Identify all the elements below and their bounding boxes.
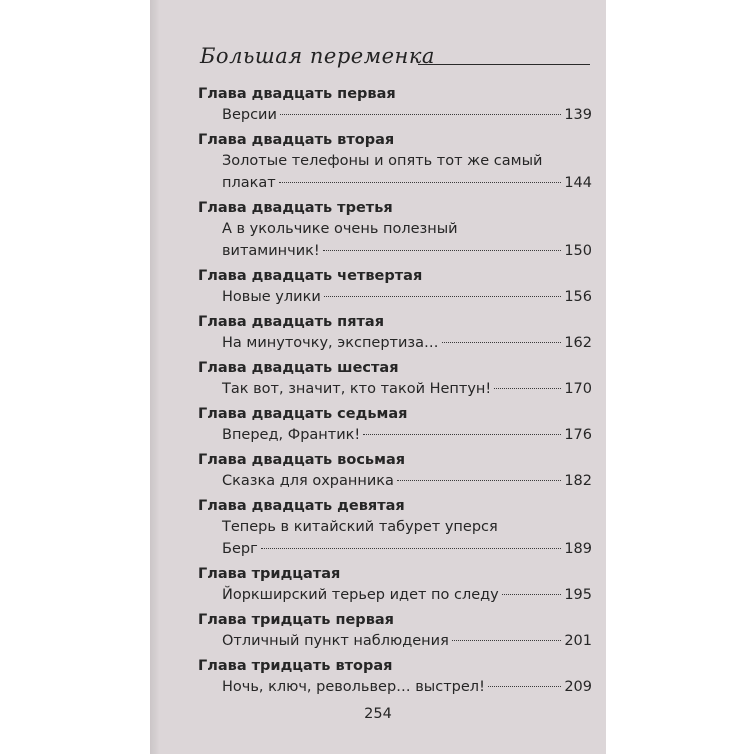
toc-entry <box>198 404 592 450</box>
chapter-subtitle: На минуточку, экспертиза… <box>222 335 439 351</box>
chapter-subtitle: плакат <box>222 175 276 191</box>
chapter-subtitle: Золотые телефоны и опять тот же самый <box>222 153 543 169</box>
chapter-page-number: 139 <box>564 107 592 123</box>
dot-leader <box>397 480 561 481</box>
toc-entry <box>198 266 592 312</box>
chapter-subtitle: витаминчик! <box>222 243 320 259</box>
toc-entry <box>198 656 592 702</box>
chapter-page-number: 162 <box>564 335 592 351</box>
chapter-page-number: 150 <box>564 243 592 259</box>
section-header <box>200 44 590 74</box>
chapter-heading: Глава тридцать первая <box>198 612 394 628</box>
dot-leader <box>324 296 562 297</box>
chapter-subtitle: Новые улики <box>222 289 321 305</box>
chapter-heading: Глава двадцать девятая <box>198 498 405 514</box>
chapter-page-number: 170 <box>564 381 592 397</box>
page-number: 254 <box>364 706 392 722</box>
chapter-subtitle-line <box>198 286 592 308</box>
chapter-subtitle-line <box>198 676 592 698</box>
dot-leader <box>488 686 561 687</box>
chapter-heading: Глава двадцать четвертая <box>198 268 423 284</box>
chapter-heading: Глава двадцать шестая <box>198 360 399 376</box>
dot-leader <box>452 640 562 641</box>
toc-entry <box>198 450 592 496</box>
chapter-page-number: 144 <box>564 175 592 191</box>
toc-entry <box>198 84 592 130</box>
table-of-contents <box>198 84 592 702</box>
chapter-subtitle-line <box>198 240 592 262</box>
chapter-subtitle: Отличный пункт наблюдения <box>222 633 449 649</box>
toc-entry <box>198 198 592 266</box>
chapter-subtitle-line <box>198 470 592 492</box>
chapter-page-number: 156 <box>564 289 592 305</box>
chapter-page-number: 182 <box>564 473 592 489</box>
chapter-subtitle: Ночь, ключ, револьвер… выстрел! <box>222 679 485 695</box>
section-title: Большая переменка <box>200 44 435 68</box>
chapter-subtitle: А в укольчике очень полезный <box>222 221 458 237</box>
chapter-heading: Глава двадцать первая <box>198 86 396 102</box>
dot-leader <box>502 594 562 595</box>
book-page <box>150 0 606 754</box>
chapter-heading: Глава двадцать седьмая <box>198 406 408 422</box>
chapter-heading: Глава тридцатая <box>198 566 341 582</box>
dot-leader <box>280 114 561 115</box>
toc-entry <box>198 312 592 358</box>
chapter-subtitle: Вперед, Франтик! <box>222 427 361 443</box>
chapter-subtitle-line <box>198 538 592 560</box>
chapter-heading: Глава двадцать третья <box>198 200 393 216</box>
chapter-subtitle-line <box>198 630 592 652</box>
chapter-heading: Глава тридцать вторая <box>198 658 393 674</box>
chapter-subtitle-line <box>198 424 592 446</box>
chapter-subtitle-line <box>198 516 592 538</box>
chapter-subtitle-line <box>198 218 592 240</box>
chapter-subtitle-line <box>198 172 592 194</box>
chapter-subtitle: Версии <box>222 107 277 123</box>
chapter-page-number: 176 <box>564 427 592 443</box>
chapter-page-number: 189 <box>564 541 592 557</box>
toc-entry <box>198 564 592 610</box>
toc-entry <box>198 358 592 404</box>
entry-spacer <box>198 698 592 702</box>
chapter-subtitle-line <box>198 332 592 354</box>
chapter-page-number: 201 <box>564 633 592 649</box>
chapter-subtitle: Сказка для охранника <box>222 473 394 489</box>
chapter-subtitle: Так вот, значит, кто такой Нептун! <box>222 381 492 397</box>
dot-leader <box>261 548 562 549</box>
chapter-subtitle-line <box>198 104 592 126</box>
chapter-heading: Глава двадцать пятая <box>198 314 385 330</box>
dot-leader <box>323 250 562 251</box>
chapter-subtitle-line <box>198 150 592 172</box>
chapter-page-number: 195 <box>564 587 592 603</box>
header-underline <box>418 64 590 65</box>
chapter-subtitle: Теперь в китайский табурет уперся <box>222 519 498 535</box>
dot-leader <box>279 182 562 183</box>
toc-entry <box>198 130 592 198</box>
chapter-subtitle-line <box>198 584 592 606</box>
chapter-heading: Глава двадцать вторая <box>198 132 395 148</box>
chapter-heading: Глава двадцать восьмая <box>198 452 406 468</box>
dot-leader <box>442 342 562 343</box>
chapter-subtitle: Берг <box>222 541 258 557</box>
dot-leader <box>363 434 561 435</box>
chapter-subtitle: Йоркширский терьер идет по следу <box>222 587 499 603</box>
dot-leader <box>494 388 561 389</box>
toc-entry <box>198 496 592 564</box>
toc-entry <box>198 610 592 656</box>
chapter-page-number: 209 <box>564 679 592 695</box>
chapter-subtitle-line <box>198 378 592 400</box>
